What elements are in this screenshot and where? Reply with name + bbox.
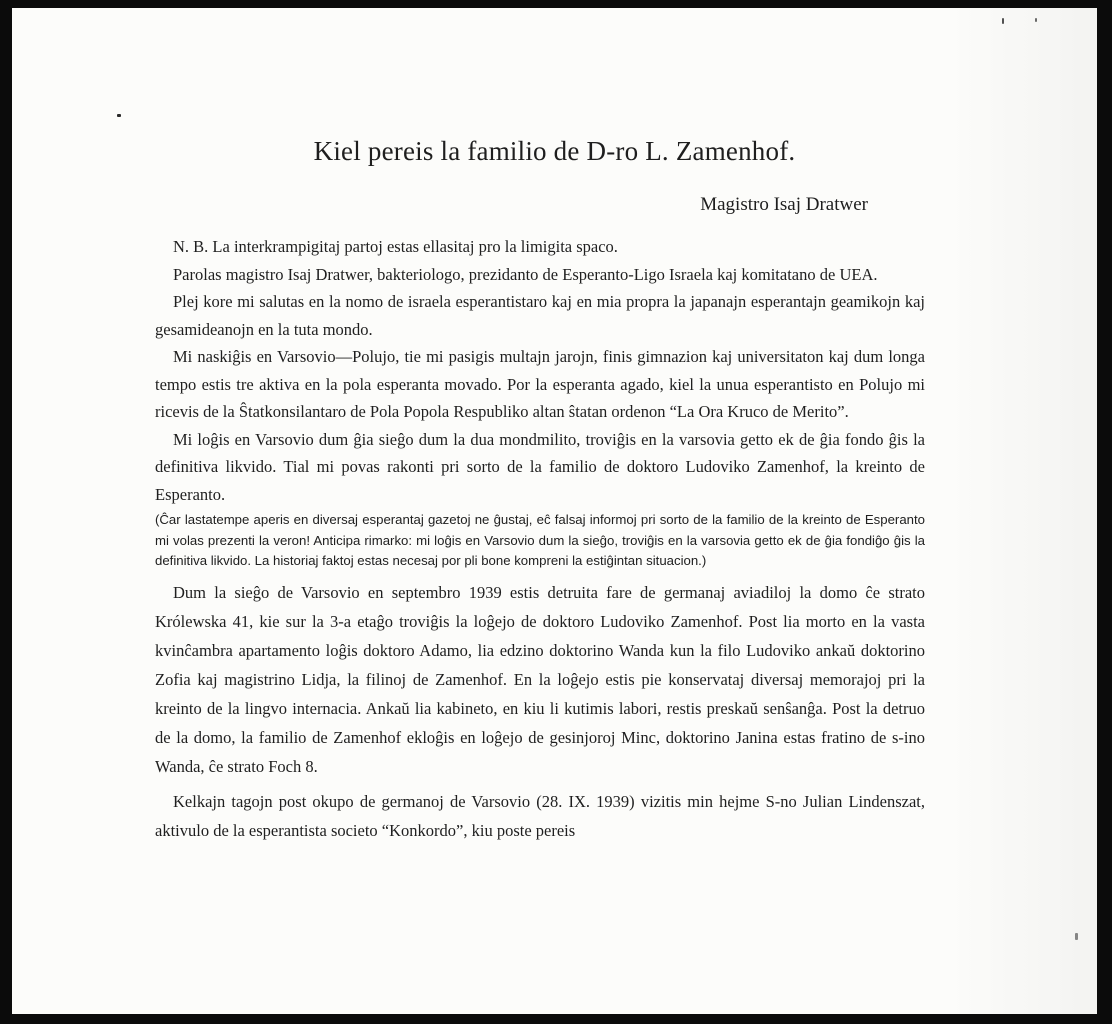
paper-speck	[1075, 933, 1078, 940]
paper-speck	[117, 114, 121, 117]
document-page	[12, 8, 1097, 1014]
warsaw-paragraph: Mi loĝis en Varsovio dum ĝia sieĝo dum la dua mondmilito, troviĝis en la varsovia getto ek de ĝia fondo ĝis la definitiva likvido. Tial mi povas rakonti pri sorto de la familio de doktoro Ludoviko Zamenhof, la kreinto de Esperanto.	[155, 429, 925, 504]
paper-speck	[1035, 18, 1037, 22]
bracketed-omitted-note: (Ĉar lastatempe aperis en diversaj esperantaj gazetoj ne ĝustaj, eĉ falsaj informoj pri sorto de la familio de la kreinto de Esperanto mi volas prezenti la veron! Anticipa rimarko: mi loĝis en Varsovio dum la sieĝo, troviĝis en la varsovia getto ek de ĝia fondiĝo ĝis la definitiva likvido. La historiaj faktoj estas necesaj por pli bone kompreni la estiĝintan situacion.)	[155, 512, 925, 568]
siege-paragraph: Dum la sieĝo de Varsovio en septembro 1939 estis detruita fare de germanaj aviadiloj la domo ĉe strato Królewska 41, kie sur la 3-a etaĝo troviĝis la loĝejo de doktoro Ludoviko Zamenhof. Post lia morto en la vasta kvinĉambra apartamento loĝis doktoro Adamo, lia edzino doktorino Wanda kun la filo Ludoviko ankaŭ doktorino Zofia kaj magistrino Lidja, la filinoj de Zamenhof. En la loĝejo estis pie konservataj diversaj memorajoj pri la kreinto de la lingvo internacia. Ankaŭ lia kabineto, en kiu li kutimis labori, restis preskaŭ senŝanĝa. Post la detruo de la domo, la familio de Zamenhof ekloĝis en loĝejo de gesinjoroj Minc, doktorino Janina estas fratino de s-ino Wanda, ĉe strato Foch 8.	[155, 582, 925, 776]
paper-speck	[1002, 18, 1004, 24]
article-body	[155, 233, 925, 845]
intro-paragraph: Parolas magistro Isaj Dratwer, bakteriologo, prezidanto de Esperanto-Ligo Israela kaj komitatano de UEA.	[173, 264, 878, 284]
occupation-paragraph: Kelkajn tagojn post okupo de germanoj de Varsovio (28. IX. 1939) vizitis min hejme S-no Julian Lindenszat, aktivulo de la esperantista societo “Konkordo”, kiu poste pereis	[155, 791, 925, 840]
biography-paragraph: Mi naskiĝis en Varsovio—Polujo, tie mi pasigis multajn jarojn, finis gimnazion kaj universitaton kaj dum longa tempo estis tre aktiva en la pola esperanta movado. Por la esperanta agado, kiel la unua esperantisto en Polujo mi ricevis de la Ŝtatkonsilantaro de Pola Popola Respubliko altan ŝtatan ordenon “La Ora Kruco de Merito”.	[155, 347, 925, 421]
editor-note-paragraph: N. B. La interkrampigitaj partoj estas ellasitaj pro la limigita spaco.	[173, 237, 618, 256]
author-name: Magistro Isaj Dratwer	[700, 194, 868, 215]
greeting-paragraph: Plej kore mi salutas en la nomo de israela esperantistaro kaj en mia propra la japanajn esperantajn geamikojn kaj gesamideanojn en la tuta mondo.	[155, 292, 925, 339]
article-title: Kiel pereis la familio de D-ro L. Zamenhof.	[313, 136, 796, 166]
